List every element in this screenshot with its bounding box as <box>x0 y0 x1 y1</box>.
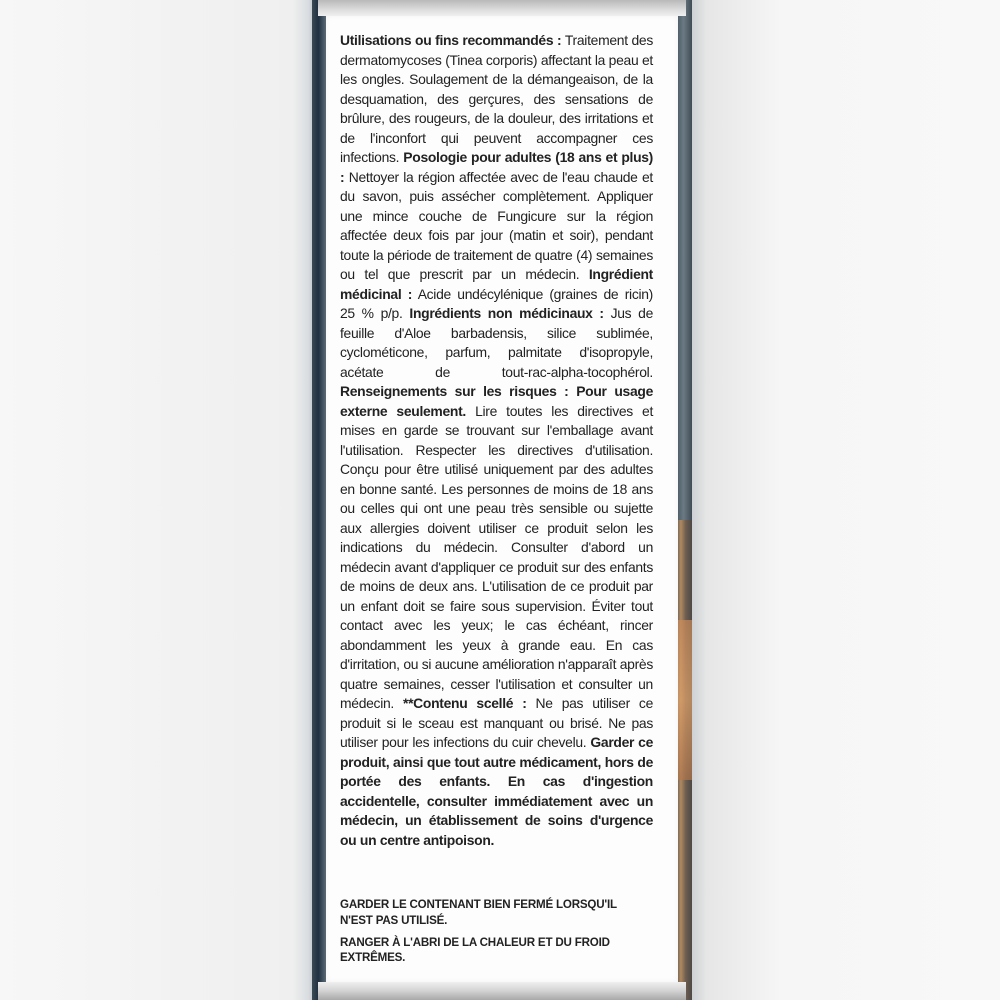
box-left-face <box>0 0 318 1000</box>
storage-line-closed: GARDER LE CONTENANT BIEN FERMÉ LORSQU'IL N'EST PAS UTILISÉ. <box>340 898 617 927</box>
risk-information-heading: Renseignements sur les risques : Pour usage externe seulement. <box>340 383 653 419</box>
box-right-face <box>688 0 1000 1000</box>
nonmedicinal-ingredients-text: Jus de feuille d'Aloe barbadensis, silice sublimée, cyclométicone, parfum, palmitate d'isopropyle, acétate de tout-rac-alpha-tocophérol. <box>340 305 654 380</box>
box-top-flap <box>318 0 686 16</box>
storage-line-temperature: RANGER À L'ABRI DE LA CHALEUR ET DU FROID EXTRÊMES. <box>340 935 610 965</box>
uses-text: Traitement des dermatomycoses (Tinea corporis) affectant la peau et les ongles. Soulagement de la démangeaison, de la desquamation, des gerçures, des sensations de brûlure, des rougeurs, de la douleur, des irritations et de l'inconfort qui peuvent accompagner ces infections. <box>340 32 653 165</box>
box-bottom-flap <box>318 982 686 1000</box>
keep-out-of-reach-warning: Garder ce produit, ainsi que tout autre médicament, hors de portée des enfants. En cas d'ingestion accidentelle, consulter immédiatement avec un médecin, un établissement de soins d'urgence ou un centre antipoison. <box>340 734 654 848</box>
uses-heading: Utilisations ou fins recommandés : <box>340 32 562 48</box>
sealed-contents-text: Ne pas utiliser ce produit si le sceau est manquant ou brisé. Ne pas utiliser pour les infections du cuir chevelu. <box>340 695 653 750</box>
dosage-text: Nettoyer la région affectée avec de l'eau chaude et du savon, puis assécher complètement. Appliquer une mince couche de Fungicure sur la région affectée deux fois par jour (matin et soir), pendant toute la période de traitement de quatre (4) semaines ou tel que prescrit par un médecin. <box>340 168 653 282</box>
storage-instructions <box>340 897 640 972</box>
box-right-edge <box>678 0 692 1000</box>
medicinal-ingredient-text: Acide undécylénique (graines de ricin) 25 % p/p. <box>340 285 654 321</box>
sealed-contents-heading: **Contenu scellé : <box>402 695 527 711</box>
box-left-edge <box>312 0 326 1000</box>
nonmedicinal-ingredients-heading: Ingrédients non médicinaux : <box>409 305 604 321</box>
product-information-text <box>340 31 653 850</box>
dosage-heading: Posologie pour adultes (18 ans et plus) : <box>340 149 654 185</box>
medicinal-ingredient-heading: Ingrédient médicinal : <box>340 266 653 302</box>
risk-information-text: Lire toutes les directives et mises en garde se trouvant sur l'emballage avant l'utilisation. Respecter les directives d'utilisation. Conçu pour être utilisé uniquement par des adultes en bonne santé. Les personnes de moins de 18 ans ou celles qui ont une peau très sensible ou sujette aux allergies doivent utiliser ce produit selon les indications du médecin. Consulter d'abord un médecin avant d'appliquer ce produit sur des enfants de moins de deux ans. L'utilisation de ce produit par un enfant doit se faire sous supervision. Éviter tout contact avec les yeux; le cas échéant, rincer abondamment les yeux à grande eau. En cas d'irritation, ou si aucune amélioration n'apparaît après quatre semaines, cesser l'utilisation et consulter un médecin. <box>340 402 653 711</box>
